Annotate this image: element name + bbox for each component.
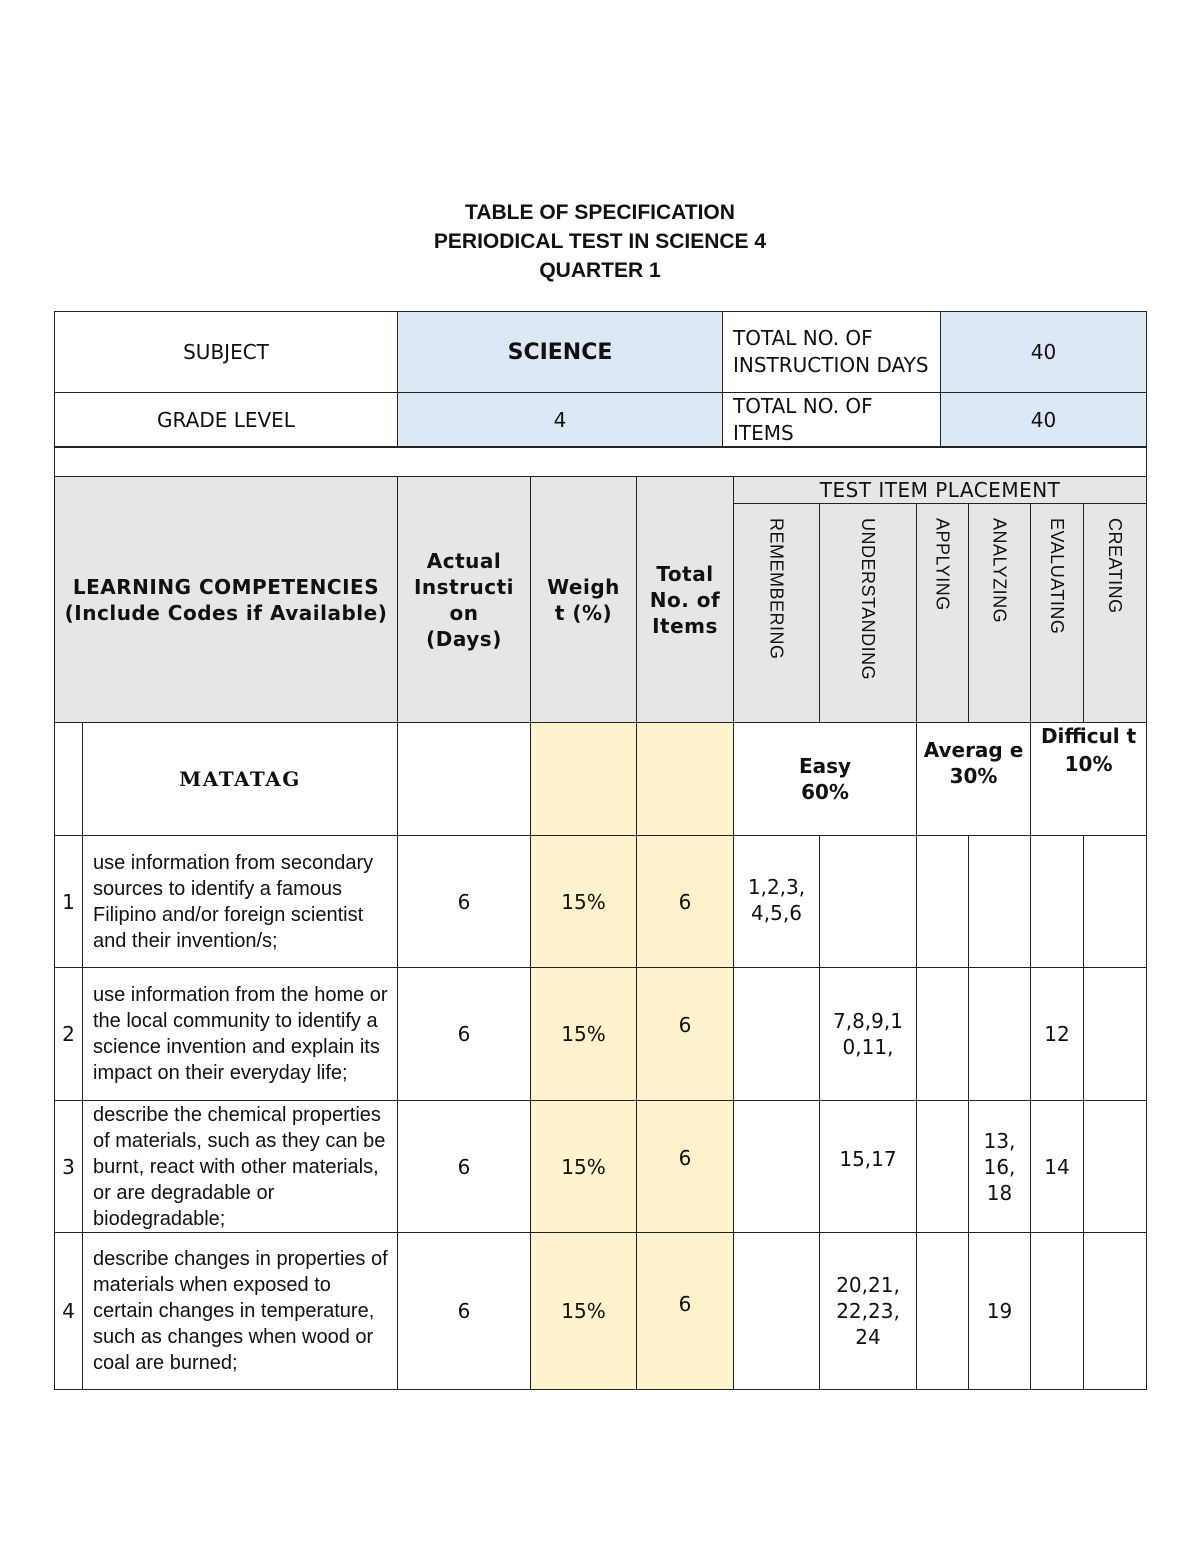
- remembering-cell: [734, 1233, 820, 1390]
- title-line-3: QUARTER 1: [539, 259, 661, 282]
- evaluating-cell: 14: [1031, 1101, 1084, 1233]
- matatag-total-cell: [637, 723, 734, 836]
- competency-text: describe the chemical properties of materials, such as they can be burnt, react with other materials, or are degradable or biodegradable;: [83, 1101, 398, 1233]
- weight-cell: 15%: [531, 1101, 637, 1233]
- weight-cell: 15%: [531, 836, 637, 968]
- total-items-label: TOTAL NO. OF ITEMS: [723, 393, 941, 448]
- analyzing-cell: 13, 16, 18: [969, 1101, 1031, 1233]
- understanding-header: [820, 504, 917, 723]
- spacer-row: [55, 447, 1147, 477]
- total-cell: 6: [637, 1233, 734, 1390]
- competencies-header: LEARNING COMPETENCIES (Include Codes if Available): [55, 477, 398, 723]
- competency-text: use information from the home or the local community to identify a science invention and explain its impact on their everyday life;: [83, 968, 398, 1101]
- instruction-days-value: 40: [941, 312, 1147, 393]
- analyzing-cell: 19: [969, 1233, 1031, 1390]
- understanding-cell: 20,21, 22,23, 24: [820, 1233, 917, 1390]
- average-level: [917, 723, 1031, 836]
- grade-level-value: 4: [398, 393, 723, 448]
- evaluating-label: EVALUATING: [1047, 518, 1067, 635]
- easy-level: [734, 723, 917, 836]
- creating-cell: [1084, 1101, 1147, 1233]
- info-table: [54, 311, 1147, 448]
- average-label: Averag e: [923, 738, 1024, 762]
- days-header: Actual Instructi on (Days): [398, 477, 531, 723]
- creating-cell: [1084, 1233, 1147, 1390]
- instruction-days-label: TOTAL NO. OF INSTRUCTION DAYS: [723, 312, 941, 393]
- difficult-percent: 10%: [1064, 752, 1113, 776]
- row-number: 3: [55, 1101, 83, 1233]
- remembering-label: REMEMBERING: [766, 518, 787, 660]
- table-row: [55, 1101, 1147, 1233]
- row-number: 1: [55, 836, 83, 968]
- competency-text: describe changes in properties of materials when exposed to certain changes in temperature, such as changes when wood or coal are burned;: [83, 1233, 398, 1390]
- applying-header: [917, 504, 969, 723]
- average-percent: 30%: [949, 764, 998, 788]
- analyzing-cell: [969, 968, 1031, 1101]
- evaluating-header: [1031, 504, 1084, 723]
- difficult-label: Difficul t: [1040, 724, 1137, 748]
- evaluating-cell: [1031, 836, 1084, 968]
- subject-label: SUBJECT: [55, 312, 398, 393]
- weight-cell: 15%: [531, 968, 637, 1101]
- spacer-cell: [55, 447, 1147, 477]
- matatag-weight-cell: [531, 723, 637, 836]
- analyzing-label: ANALYZING: [989, 518, 1010, 624]
- creating-label: CREATING: [1105, 518, 1126, 614]
- matatag-row: [55, 723, 1147, 836]
- matatag-label: MATATAG: [83, 723, 398, 836]
- remembering-header: [734, 504, 820, 723]
- understanding-cell: 7,8,9,1 0,11,: [820, 968, 917, 1101]
- row-number: 2: [55, 968, 83, 1101]
- creating-cell: [1084, 836, 1147, 968]
- difficult-level: [1031, 723, 1147, 836]
- applying-cell: [917, 1101, 969, 1233]
- title-line-1: TABLE OF SPECIFICATION: [465, 201, 735, 224]
- days-cell: 6: [398, 968, 531, 1101]
- applying-cell: [917, 1233, 969, 1390]
- total-cell: 6: [637, 836, 734, 968]
- matatag-days-cell: [398, 723, 531, 836]
- matatag-number-cell: [55, 723, 83, 836]
- days-cell: 6: [398, 1233, 531, 1390]
- understanding-cell: 15,17: [820, 1101, 917, 1233]
- grade-level-label: GRADE LEVEL: [55, 393, 398, 448]
- applying-cell: [917, 836, 969, 968]
- remembering-cell: [734, 1101, 820, 1233]
- table-row: [55, 1233, 1147, 1390]
- remembering-cell: [734, 968, 820, 1101]
- remembering-cell: 1,2,3, 4,5,6: [734, 836, 820, 968]
- understanding-cell: [820, 836, 917, 968]
- document-title: [0, 198, 1200, 285]
- specification-table: [54, 446, 1147, 1390]
- analyzing-cell: [969, 836, 1031, 968]
- row-number: 4: [55, 1233, 83, 1390]
- days-cell: 6: [398, 836, 531, 968]
- applying-label: APPLYING: [932, 518, 953, 611]
- total-items-value: 40: [941, 393, 1147, 448]
- weight-cell: 15%: [531, 1233, 637, 1390]
- total-cell: 6: [637, 968, 734, 1101]
- easy-label: Easy: [798, 754, 852, 778]
- evaluating-cell: 12: [1031, 968, 1084, 1101]
- total-items-header: Total No. of Items: [637, 477, 734, 723]
- days-cell: 6: [398, 1101, 531, 1233]
- subject-value: SCIENCE: [398, 312, 723, 393]
- table-row: [55, 968, 1147, 1101]
- competency-text: use information from secondary sources to identify a famous Filipino and/or foreign scientist and their invention/s;: [83, 836, 398, 968]
- evaluating-cell: [1031, 1233, 1084, 1390]
- weight-header: Weigh t (%): [531, 477, 637, 723]
- table-row: [55, 836, 1147, 968]
- total-cell: 6: [637, 1101, 734, 1233]
- applying-cell: [917, 968, 969, 1101]
- title-line-2: PERIODICAL TEST IN SCIENCE 4: [433, 230, 767, 253]
- understanding-label: UNDERSTANDING: [858, 518, 878, 681]
- analyzing-header: [969, 504, 1031, 723]
- easy-percent: 60%: [801, 780, 849, 804]
- test-item-placement-header: TEST ITEM PLACEMENT: [734, 477, 1147, 504]
- creating-cell: [1084, 968, 1147, 1101]
- creating-header: [1084, 504, 1147, 723]
